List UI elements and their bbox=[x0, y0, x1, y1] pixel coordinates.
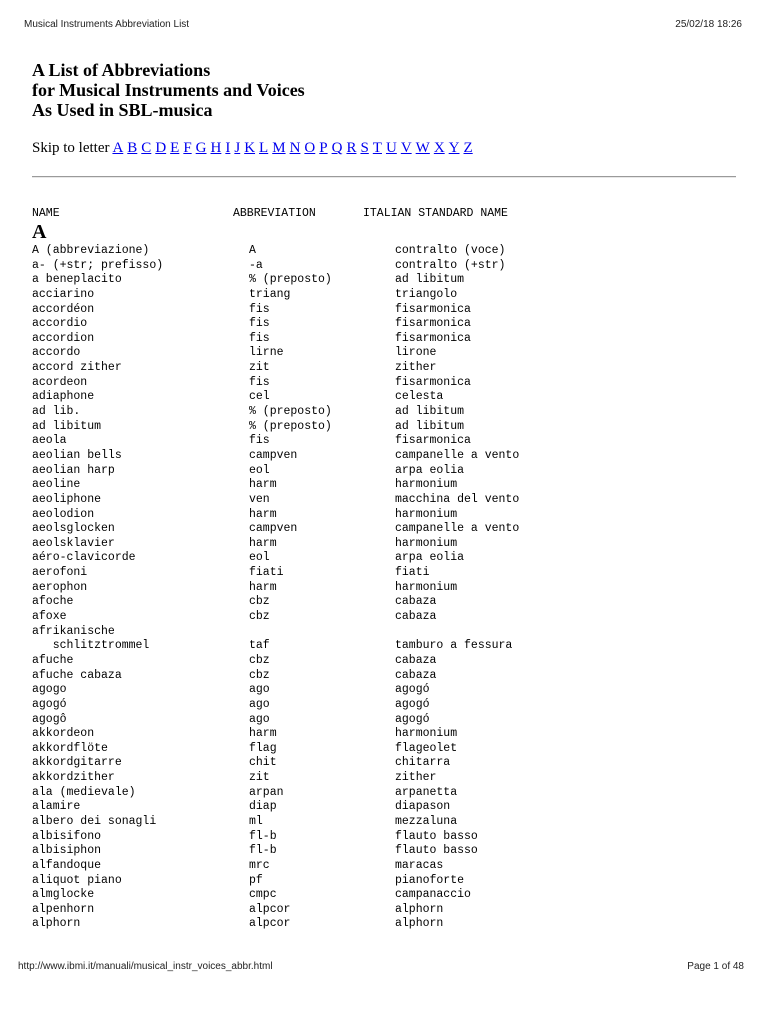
instrument-name: akkordflöte bbox=[32, 741, 108, 755]
italian-name: alphorn bbox=[395, 902, 444, 916]
table-row bbox=[32, 815, 752, 830]
italian-name: harmonium bbox=[395, 507, 458, 521]
table-row bbox=[32, 508, 752, 523]
table-row bbox=[32, 551, 752, 566]
table-row bbox=[32, 917, 752, 932]
italian-name: arpa eolia bbox=[395, 463, 465, 477]
italian-name: macchina del vento bbox=[395, 492, 520, 506]
table-row bbox=[32, 888, 752, 903]
abbreviation: eol bbox=[249, 463, 270, 477]
italian-name: arpa eolia bbox=[395, 551, 465, 565]
letter-link-e[interactable]: E bbox=[170, 140, 180, 156]
instrument-name: accordio bbox=[32, 317, 88, 331]
letter-link-v[interactable]: V bbox=[400, 140, 412, 156]
instrument-name: afrikanische bbox=[32, 624, 115, 638]
table-row bbox=[32, 449, 752, 464]
table-row bbox=[32, 493, 752, 508]
letter-links bbox=[112, 140, 476, 156]
abbreviation: fl-b bbox=[249, 829, 277, 843]
italian-name: agogó bbox=[395, 697, 430, 711]
table-row bbox=[32, 830, 752, 845]
italian-name: arpanetta bbox=[395, 785, 458, 799]
italian-name: ad libitum bbox=[395, 419, 465, 433]
table-row bbox=[32, 566, 752, 581]
abbreviation: ml bbox=[249, 814, 263, 828]
letter-link-n[interactable]: N bbox=[289, 140, 301, 156]
italian-name: fisarmonica bbox=[395, 317, 471, 331]
italian-name: flageolet bbox=[395, 741, 458, 755]
italian-name: fisarmonica bbox=[395, 375, 471, 389]
table-row bbox=[32, 537, 752, 552]
instrument-name: aéro-clavicorde bbox=[32, 551, 136, 565]
italian-name: harmonium bbox=[395, 478, 458, 492]
table-row bbox=[32, 273, 752, 288]
abbreviation: zit bbox=[249, 361, 270, 375]
italian-name: diapason bbox=[395, 800, 451, 814]
table-row bbox=[32, 390, 752, 405]
column-header-name: NAME bbox=[32, 207, 60, 220]
abbreviation: % (preposto) bbox=[249, 405, 332, 419]
instrument-name: aeoline bbox=[32, 478, 81, 492]
letter-link-l[interactable]: L bbox=[259, 140, 269, 156]
abbreviation: cel bbox=[249, 390, 270, 404]
instrument-name: aliquot piano bbox=[32, 873, 122, 887]
instrument-name: acordeon bbox=[32, 375, 88, 389]
instrument-name: aeolian bells bbox=[32, 448, 122, 462]
instrument-name: agogó bbox=[32, 697, 67, 711]
instrument-name: aeolodion bbox=[32, 507, 95, 521]
table-row bbox=[32, 595, 752, 610]
instrument-name: accord zither bbox=[32, 361, 122, 375]
page-title-line: As Used in SBL-musica bbox=[32, 100, 213, 120]
italian-name: campanelle a vento bbox=[395, 448, 520, 462]
section-letter-heading: A bbox=[32, 221, 47, 243]
table-row bbox=[32, 332, 752, 347]
abbreviation: fiati bbox=[249, 566, 284, 580]
italian-name: cabaza bbox=[395, 668, 437, 682]
table-row bbox=[32, 786, 752, 801]
table-row bbox=[32, 303, 752, 318]
column-headers bbox=[32, 207, 752, 222]
instrument-name: aeolsglocken bbox=[32, 522, 115, 536]
instrument-name: aeolian harp bbox=[32, 463, 115, 477]
italian-name: ad libitum bbox=[395, 405, 465, 419]
instrument-name: aeolsklavier bbox=[32, 536, 115, 550]
instrument-name: alamire bbox=[32, 800, 81, 814]
instrument-name: A (abbreviazione) bbox=[32, 244, 150, 257]
italian-name: fisarmonica bbox=[395, 434, 471, 448]
table-row bbox=[32, 478, 752, 493]
letter-link-h[interactable]: H bbox=[210, 140, 222, 156]
letter-link-g[interactable]: G bbox=[195, 140, 207, 156]
abbreviation: diap bbox=[249, 800, 277, 814]
abbreviation: taf bbox=[249, 639, 270, 653]
table-row bbox=[32, 610, 752, 625]
abbreviation: cbz bbox=[249, 668, 270, 682]
abbreviation: triang bbox=[249, 287, 291, 301]
skip-label: Skip to letter bbox=[32, 140, 110, 156]
abbreviation: cmpc bbox=[249, 888, 277, 902]
instrument-name: accordo bbox=[32, 346, 81, 360]
table-row bbox=[32, 346, 752, 361]
table-row bbox=[32, 376, 752, 391]
abbreviation: ven bbox=[249, 492, 270, 506]
table-row bbox=[32, 420, 752, 435]
abbreviation: alpcor bbox=[249, 917, 291, 931]
abbreviation: fis bbox=[249, 302, 270, 316]
letter-link-y[interactable]: Y bbox=[448, 140, 460, 156]
abbreviation: chit bbox=[249, 756, 277, 770]
table-row bbox=[32, 259, 752, 274]
letter-link-q[interactable]: Q bbox=[331, 140, 343, 156]
abbreviation: fis bbox=[249, 434, 270, 448]
instrument-name: a beneplacito bbox=[32, 273, 122, 287]
instrument-name: alfandoque bbox=[32, 858, 102, 872]
italian-name: fisarmonica bbox=[395, 302, 471, 316]
instrument-name: afoxe bbox=[32, 610, 67, 624]
abbreviation-table bbox=[32, 244, 752, 932]
instrument-name: aerofoni bbox=[32, 566, 88, 580]
abbreviation: ago bbox=[249, 683, 270, 697]
abbreviation: fis bbox=[249, 331, 270, 345]
instrument-name: ad libitum bbox=[32, 419, 102, 433]
italian-name: cabaza bbox=[395, 595, 437, 609]
letter-link-x[interactable]: X bbox=[433, 140, 445, 156]
instrument-name: schlitztrommel bbox=[32, 639, 150, 653]
letter-link-t[interactable]: T bbox=[372, 140, 382, 156]
print-footer bbox=[18, 961, 744, 975]
instrument-name: adiaphone bbox=[32, 390, 95, 404]
instrument-name: accordéon bbox=[32, 302, 95, 316]
letter-link-r[interactable]: R bbox=[346, 140, 357, 156]
instrument-name: ala (medievale) bbox=[32, 785, 136, 799]
table-row bbox=[32, 361, 752, 376]
table-row bbox=[32, 639, 752, 654]
abbreviation: fis bbox=[249, 375, 270, 389]
abbreviation: cbz bbox=[249, 595, 270, 609]
abbreviation: lirne bbox=[249, 346, 284, 360]
table-row bbox=[32, 522, 752, 537]
letter-link-a[interactable]: A bbox=[112, 140, 124, 156]
table-row bbox=[32, 859, 752, 874]
instrument-name: acciarino bbox=[32, 287, 95, 301]
table-row bbox=[32, 581, 752, 596]
instrument-name: ad lib. bbox=[32, 405, 81, 419]
print-header-datetime: 25/02/18 18:26 bbox=[675, 19, 742, 30]
italian-name: campanelle a vento bbox=[395, 522, 520, 536]
italian-name: harmonium bbox=[395, 536, 458, 550]
instrument-name: a- (+str; prefisso) bbox=[32, 258, 164, 272]
instrument-name: accordion bbox=[32, 331, 95, 345]
abbreviation: harm bbox=[249, 536, 277, 550]
italian-name: alphorn bbox=[395, 917, 444, 931]
italian-name: campanaccio bbox=[395, 888, 471, 902]
page-title bbox=[32, 60, 305, 120]
italian-name: mezzaluna bbox=[395, 814, 458, 828]
italian-name: cabaza bbox=[395, 610, 437, 624]
instrument-name: aeoliphone bbox=[32, 492, 102, 506]
italian-name: contralto (+str) bbox=[395, 258, 506, 272]
instrument-name: agogô bbox=[32, 712, 67, 726]
instrument-name: albisifono bbox=[32, 829, 102, 843]
italian-name: flauto basso bbox=[395, 844, 478, 858]
table-row bbox=[32, 771, 752, 786]
table-row bbox=[32, 727, 752, 742]
italian-name: cabaza bbox=[395, 653, 437, 667]
instrument-name: albero dei sonagli bbox=[32, 814, 157, 828]
instrument-name: afuche cabaza bbox=[32, 668, 122, 682]
abbreviation: % (preposto) bbox=[249, 419, 332, 433]
letter-link-j[interactable]: J bbox=[234, 140, 241, 156]
abbreviation: ago bbox=[249, 697, 270, 711]
abbreviation: campven bbox=[249, 448, 298, 462]
abbreviation: -a bbox=[249, 258, 263, 272]
italian-name: fiati bbox=[395, 566, 430, 580]
table-row bbox=[32, 756, 752, 771]
instrument-name: agogo bbox=[32, 683, 67, 697]
instrument-name: akkordgitarre bbox=[32, 756, 122, 770]
horizontal-rule bbox=[32, 176, 736, 178]
letter-link-f[interactable]: F bbox=[183, 140, 192, 156]
letter-link-p[interactable]: P bbox=[319, 140, 328, 156]
table-row bbox=[32, 742, 752, 757]
print-header bbox=[24, 19, 744, 33]
italian-name: zither bbox=[395, 361, 437, 375]
print-header-title: Musical Instruments Abbreviation List bbox=[24, 19, 190, 30]
abbreviation: alpcor bbox=[249, 902, 291, 916]
abbreviation: cbz bbox=[249, 653, 270, 667]
table-row bbox=[32, 405, 752, 420]
table-row bbox=[32, 317, 752, 332]
column-header-abbreviation: ABBREVIATION bbox=[233, 207, 316, 220]
instrument-name: alpenhorn bbox=[32, 902, 95, 916]
italian-name: lirone bbox=[395, 346, 437, 360]
abbreviation: pf bbox=[249, 873, 263, 887]
page-title-line: for Musical Instruments and Voices bbox=[32, 80, 305, 100]
italian-name: tamburo a fessura bbox=[395, 639, 513, 653]
letter-link-i[interactable]: I bbox=[225, 140, 231, 156]
table-row bbox=[32, 244, 752, 259]
letter-link-d[interactable]: D bbox=[155, 140, 167, 156]
instrument-name: almglocke bbox=[32, 888, 95, 902]
italian-name: chitarra bbox=[395, 756, 451, 770]
abbreviation: harm bbox=[249, 507, 277, 521]
italian-name: agogó bbox=[395, 683, 430, 697]
table-row bbox=[32, 800, 752, 815]
italian-name: flauto basso bbox=[395, 829, 478, 843]
instrument-name: albisiphon bbox=[32, 844, 102, 858]
abbreviation: fl-b bbox=[249, 844, 277, 858]
italian-name: harmonium bbox=[395, 580, 458, 594]
italian-name: harmonium bbox=[395, 727, 458, 741]
table-row bbox=[32, 464, 752, 479]
italian-name: pianoforte bbox=[395, 873, 465, 887]
abbreviation: cbz bbox=[249, 610, 270, 624]
instrument-name: afuche bbox=[32, 653, 74, 667]
letter-link-m[interactable]: M bbox=[272, 140, 286, 156]
instrument-name: afoche bbox=[32, 595, 74, 609]
abbreviation: zit bbox=[249, 771, 270, 785]
abbreviation: eol bbox=[249, 551, 270, 565]
table-row bbox=[32, 903, 752, 918]
abbreviation: harm bbox=[249, 727, 277, 741]
italian-name: celesta bbox=[395, 390, 444, 404]
instrument-name: akkordeon bbox=[32, 727, 95, 741]
table-row bbox=[32, 434, 752, 449]
abbreviation: A bbox=[249, 244, 256, 257]
instrument-name: alphorn bbox=[32, 917, 81, 931]
abbreviation: % (preposto) bbox=[249, 273, 332, 287]
italian-name: maracas bbox=[395, 858, 444, 872]
column-header-italian-name: ITALIAN STANDARD NAME bbox=[363, 207, 508, 220]
footer-url: http://www.ibmi.it/manuali/musical_instr_voices_abbr.html bbox=[18, 961, 273, 972]
abbreviation: harm bbox=[249, 478, 277, 492]
italian-name: fisarmonica bbox=[395, 331, 471, 345]
abbreviation: campven bbox=[249, 522, 298, 536]
letter-link-o[interactable]: O bbox=[304, 140, 316, 156]
table-row bbox=[32, 698, 752, 713]
footer-page-number: Page 1 of 48 bbox=[687, 961, 744, 972]
table-row bbox=[32, 683, 752, 698]
abbreviation: flag bbox=[249, 741, 277, 755]
letter-link-w[interactable]: W bbox=[415, 140, 430, 156]
abbreviation: fis bbox=[249, 317, 270, 331]
italian-name: contralto (voce) bbox=[395, 244, 506, 257]
italian-name: zither bbox=[395, 771, 437, 785]
letter-link-z[interactable]: Z bbox=[463, 140, 473, 156]
table-row bbox=[32, 874, 752, 889]
letter-link-s[interactable]: S bbox=[360, 140, 369, 156]
abbreviation: ago bbox=[249, 712, 270, 726]
table-row bbox=[32, 625, 752, 640]
skip-to-letter-nav bbox=[32, 140, 477, 157]
italian-name: ad libitum bbox=[395, 273, 465, 287]
instrument-name: aeola bbox=[32, 434, 67, 448]
letter-link-c[interactable]: C bbox=[141, 140, 152, 156]
abbreviation: harm bbox=[249, 580, 277, 594]
abbreviation: arpan bbox=[249, 785, 284, 799]
table-row bbox=[32, 654, 752, 669]
letter-link-k[interactable]: K bbox=[244, 140, 256, 156]
instrument-name: aerophon bbox=[32, 580, 88, 594]
table-row bbox=[32, 844, 752, 859]
italian-name: agogó bbox=[395, 712, 430, 726]
abbreviation: mrc bbox=[249, 858, 270, 872]
instrument-name: akkordzither bbox=[32, 771, 115, 785]
italian-name: triangolo bbox=[395, 287, 458, 301]
table-row bbox=[32, 288, 752, 303]
letter-link-u[interactable]: U bbox=[385, 140, 397, 156]
letter-link-b[interactable]: B bbox=[127, 140, 138, 156]
page-title-line: A List of Abbreviations bbox=[32, 60, 211, 80]
table-row bbox=[32, 669, 752, 684]
table-row bbox=[32, 713, 752, 728]
